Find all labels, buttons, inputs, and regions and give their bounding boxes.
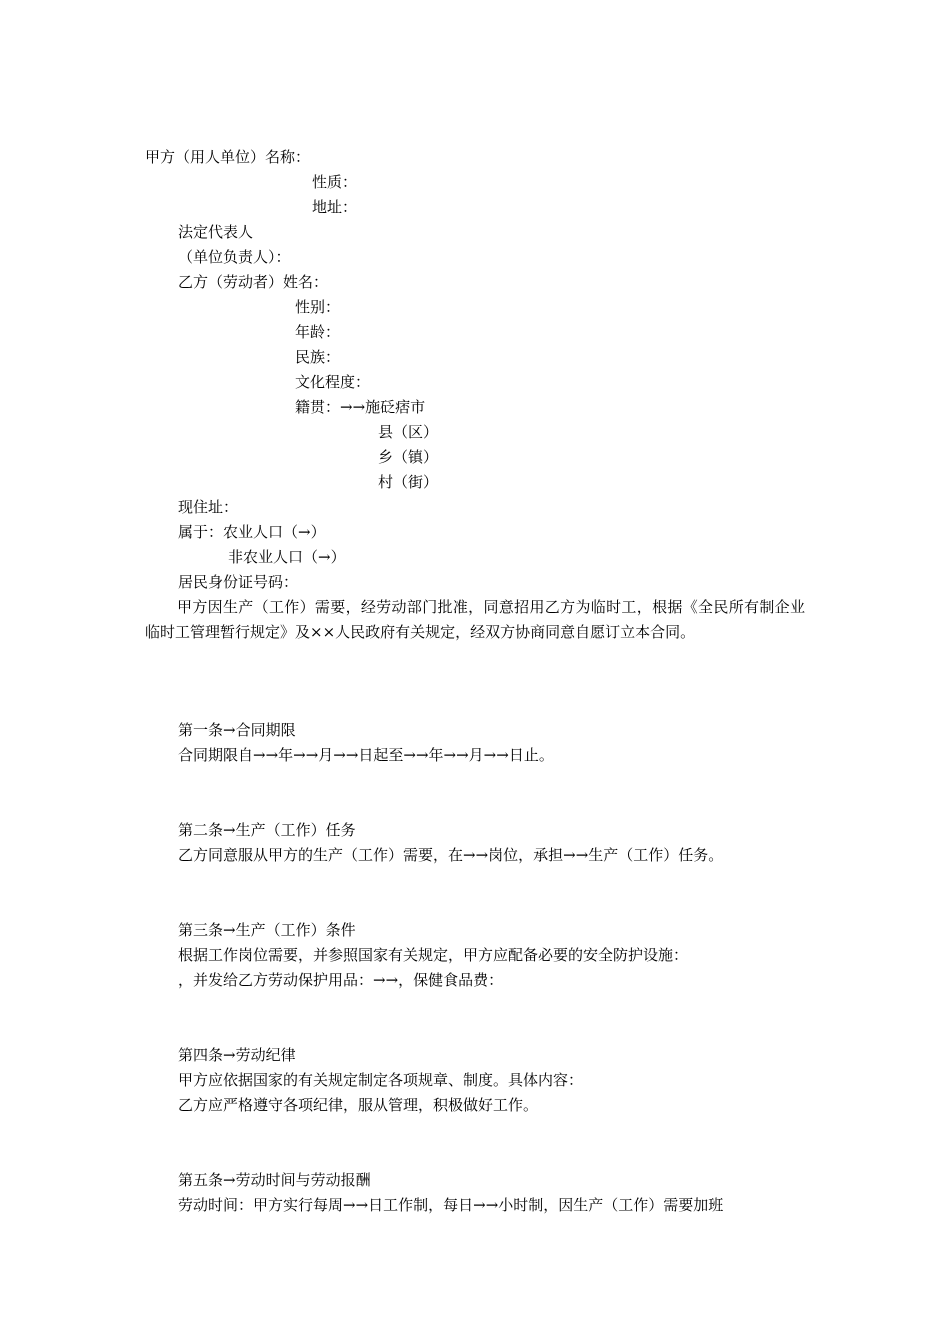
native-place-label: 籍贯：→→施砭痞市: [295, 398, 426, 416]
party-a-address-label: 地址：: [312, 198, 358, 216]
article-4-line-1: 甲方应依据国家的有关规定制定各项规章、制度。具体内容：: [178, 1071, 584, 1089]
article-2-line-1: 乙方同意服从甲方的生产（工作）需要，在→→岗位，承担→→生产（工作）任务。: [178, 846, 724, 864]
county-label: 县（区）: [378, 423, 439, 441]
party-a-name-label: 甲方（用人单位）名称：: [145, 148, 311, 166]
intro-paragraph: 甲方因生产（工作）需要，经劳动部门批准，同意招用乙方为临时工，根据《全民所有制企业临时工管理暂行规定》及××人民政府有关规定，经双方协商同意自愿订立本合同。: [145, 598, 805, 641]
article-2-title: 第二条→生产（工作）任务: [178, 821, 356, 839]
party-b-name-label: 乙方（劳动者）姓名：: [178, 273, 329, 291]
id-number-label: 居民身份证号码：: [178, 573, 299, 591]
article-1-line-1: 合同期限自→→年→→月→→日起至→→年→→月→→日止。: [178, 746, 554, 764]
article-1-title: 第一条→合同期限: [178, 721, 296, 739]
village-label: 村（街）: [378, 473, 439, 491]
education-label: 文化程度：: [295, 373, 371, 391]
party-a-nature-label: 性质：: [312, 173, 358, 191]
article-3-title: 第三条→生产（工作）条件: [178, 921, 356, 939]
agri-population-option: 属于：农业人口（→）: [178, 523, 326, 541]
non-agri-population-option: 非农业人口（→）: [228, 548, 346, 566]
article-4-title: 第四条→劳动纪律: [178, 1046, 296, 1064]
age-label: 年龄：: [295, 323, 341, 341]
article-4-line-2: 乙方应严格遵守各项纪律，服从管理，积极做好工作。: [178, 1096, 539, 1114]
article-5-title: 第五条→劳动时间与劳动报酬: [178, 1171, 371, 1189]
legal-rep-label: 法定代表人: [178, 223, 254, 241]
ethnicity-label: 民族：: [295, 348, 341, 366]
article-3-line-2: ，并发给乙方劳动保护用品：→→，保健食品费：: [178, 971, 504, 989]
township-label: 乡（镇）: [378, 448, 439, 466]
gender-label: 性别：: [295, 298, 341, 316]
article-5-line-1: 劳动时间：甲方实行每周→→日工作制，每日→→小时制，因生产（工作）需要加班: [178, 1196, 724, 1214]
unit-head-label: （单位负责人）：: [178, 248, 291, 266]
article-3-line-1: 根据工作岗位需要，并参照国家有关规定，甲方应配备必要的安全防护设施：: [178, 946, 689, 964]
current-address-label: 现住址：: [178, 498, 239, 516]
